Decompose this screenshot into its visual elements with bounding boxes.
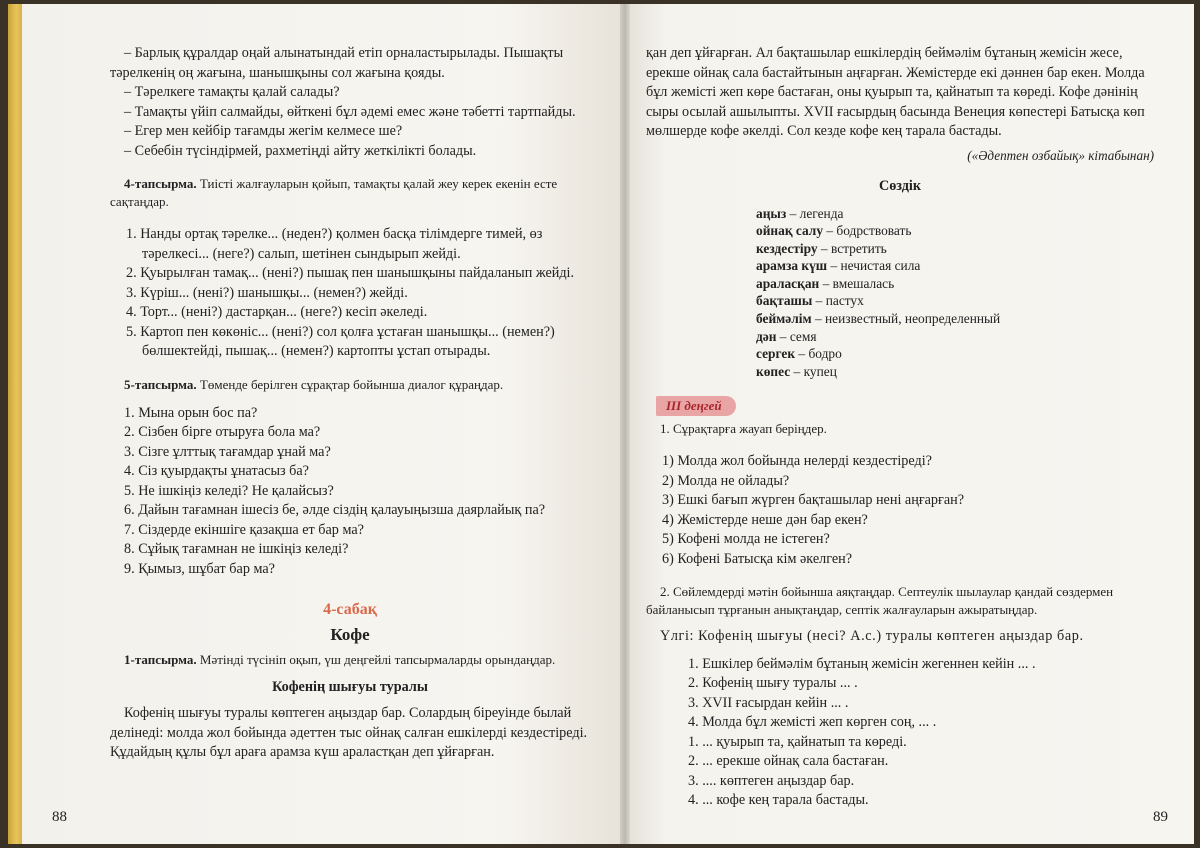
list-item: 8. Сұйық тағамнан не ішкіңіз келеді? bbox=[124, 541, 349, 557]
vocab-row bbox=[756, 240, 1154, 258]
vocab-sep: – bbox=[819, 275, 833, 291]
example-line: Үлгі: Кофенің шығуы (несі? А.с.) туралы көптеген аңыздар бар. bbox=[660, 628, 1084, 645]
vocab-title: Сөздік bbox=[878, 177, 922, 194]
right-page bbox=[620, 4, 1194, 844]
vocab-word: аңыз bbox=[756, 205, 787, 221]
vocab-translation: легенда bbox=[799, 205, 844, 221]
list-item: 1. Нанды ортақ тәрелке... (неден?) қолмен басқа тілімдерге тимей, өз тәрелкесі... (негe?) салып, шетінен сындырып жейді. bbox=[126, 226, 543, 262]
list-item: 9. Қымыз, шұбат бар ма? bbox=[124, 560, 275, 577]
left-page bbox=[22, 4, 620, 844]
vocab-translation: купец bbox=[803, 363, 837, 379]
vocab-translation: встретить bbox=[830, 240, 887, 256]
vocab-row bbox=[756, 275, 1154, 293]
vocab-translation: бодрствовать bbox=[836, 223, 912, 239]
sentence-item: 2. Кофенің шығу туралы ... . bbox=[688, 675, 858, 692]
question-item: 1) Молда жол бойында нелерді кездестіреді? bbox=[662, 453, 932, 470]
vocab-list bbox=[756, 205, 1154, 381]
task1-text: Мәтінді түсініп оқып, үш деңгейлі тапсырмаларды орындаңдар. bbox=[199, 652, 556, 667]
vocab-row bbox=[756, 257, 1154, 275]
source-citation: («Әдептен озбайық» кітабынан) bbox=[967, 147, 1154, 163]
vocab-translation: вмешалась bbox=[832, 275, 895, 291]
question-item: 3) Ешкі бағып жүрген бақташылар нені аңғарған? bbox=[662, 492, 965, 509]
vocab-word: кездестіру bbox=[756, 240, 818, 256]
sentence-item: 3. XVII ғасырдан кейін ... . bbox=[688, 694, 849, 711]
list-item: 4. Сіз қуырдақты ұнатасыз ба? bbox=[124, 463, 309, 479]
vocab-row bbox=[756, 310, 1154, 328]
task4-text: Тиісті жалғауларын қойып, тамақты қалай жеу керек екенін есте сақтаңдар. bbox=[110, 176, 558, 209]
task4-heading bbox=[110, 175, 590, 211]
vocab-sep: – bbox=[817, 240, 831, 256]
text-title: Кофенің шығуы туралы bbox=[272, 679, 428, 695]
question-item: 5) Кофені молда не істеген? bbox=[662, 531, 830, 548]
vocab-translation: нечистая сила bbox=[840, 258, 921, 274]
list-item: 3. Күріш... (нені?) шанышқы... (немен?) жейді. bbox=[126, 284, 408, 301]
sentence-item: 1. ... қуырып та, қайнатып та көреді. bbox=[688, 733, 907, 750]
dialogue-line: – Егер мен кейбір тағамды жегім келмесе ше? bbox=[124, 123, 403, 139]
list-item: 4. Торт... (нені?) дастарқан... (негe?) кесіп әкеледі. bbox=[126, 304, 428, 320]
dialogue-line: – Тамақты үйіп салмайды, өйткені бұл әдемі емес және тәбетті тартпайды. bbox=[124, 103, 576, 120]
vocab-word: бақташы bbox=[756, 293, 813, 309]
vocab-translation: семя bbox=[789, 328, 817, 344]
book-edge bbox=[8, 4, 22, 844]
text-body: Кофенің шығуы туралы көптеген аңыздар бар. Солардың біреуінде былай делінеді: молда жол бойында әдеттен тыс ойнақ салған ешкілерді кездестіреді. Құдайдың құлы бұл араға арамза күш араластқан деп ұйғарған. bbox=[110, 705, 588, 760]
lesson-title: Кофе bbox=[330, 625, 370, 644]
text-continuation: қан деп ұйғарған. Ал бақташылар ешкілердің беймәлім бұтаның жемісін жесе, ерекше ойнақ сала бастайтынын аңғарған. Жемістерде екі дәннен бар екен. Молда бұл жемісті жеп көре бастаған, оны қуырып та, қайнатып та көреді. Кофе дәнінің сыры осылай ашылыпты. XVII ғасырдың басында Венеция көпестері Батысқа көп мөлшерде кофе әкелді. Сол кезде кофе кең тарала бастады. bbox=[646, 45, 1145, 139]
dialogue-line: – Себебін түсіндірмей, рахметіңді айту жеткілікті болады. bbox=[124, 142, 477, 159]
page-number-right: 89 bbox=[1153, 809, 1168, 825]
vocab-sep: – bbox=[790, 363, 804, 379]
question-item: 4) Жемістерде неше дән бар екен? bbox=[662, 511, 868, 528]
sentence-item: 1. Ешкілер беймәлім бұтаның жемісін жегеннен кейін ... . bbox=[688, 655, 1036, 672]
list-item: 5. Картоп пен көкөніс... (нені?) сол қолға ұстаған шанышқы... (немен?) бөлшектейді, пышақ... (немен?) картопты ұстап отырады. bbox=[126, 323, 555, 359]
dialogue-line: – Барлық құралдар оңай алынатындай етіп орналастырылады. Пышақты тәрелкенің оң жағына, шанышқыны сол жағына қояды. bbox=[110, 45, 564, 81]
lesson-number: 4-сабақ bbox=[323, 601, 377, 618]
list-item: 2. Сізбен бірге отыруға бола ма? bbox=[124, 424, 321, 440]
task1-title: 1-тапсырма. bbox=[124, 652, 197, 667]
vocab-translation: бодро bbox=[808, 346, 842, 362]
sentence-item: 3. .... көптеген аңыздар бар. bbox=[688, 772, 855, 789]
vocab-word: араласқан bbox=[756, 275, 820, 291]
vocab-sep: – bbox=[812, 293, 826, 309]
vocab-translation: пастух bbox=[825, 293, 864, 309]
list-item: 2. Қуырылған тамақ... (нені?) пышақ пен шанышқыны пайдаланып жейді. bbox=[126, 265, 575, 281]
vocab-row bbox=[756, 328, 1154, 346]
vocab-word: ойнақ салу bbox=[756, 223, 824, 239]
vocab-word: дән bbox=[756, 328, 777, 344]
vocab-sep: – bbox=[786, 205, 800, 221]
vocab-word: көпес bbox=[756, 363, 791, 379]
task4-title: 4-тапсырма. bbox=[124, 176, 197, 191]
vocab-row bbox=[756, 222, 1154, 240]
vocab-word: арамза күш bbox=[756, 258, 828, 274]
book-spread bbox=[8, 4, 1194, 844]
vocab-row bbox=[756, 292, 1154, 310]
vocab-row bbox=[756, 345, 1154, 363]
question-item: 6) Кофені Батысқа кім әкелген? bbox=[662, 550, 853, 567]
task5-text: Төменде берілген сұрақтар бойынша диалог құраңдар. bbox=[199, 376, 504, 392]
task5-list bbox=[110, 404, 590, 580]
vocab-row bbox=[756, 363, 1154, 381]
sentence-item: 4. Молда бұл жемісті жеп көрген соң, ... . bbox=[688, 714, 937, 731]
task4-list bbox=[110, 225, 590, 362]
book-gutter bbox=[620, 4, 630, 844]
vocab-translation: неизвестный, неопределенный bbox=[825, 311, 1001, 327]
question-item: 2) Молда не ойлады? bbox=[662, 472, 790, 489]
vocab-sep: – bbox=[811, 311, 825, 327]
task1-heading bbox=[110, 651, 590, 669]
vocab-word: сергек bbox=[756, 346, 796, 362]
task5-heading bbox=[110, 376, 590, 394]
vocab-sep: – bbox=[827, 258, 841, 274]
list-item: 3. Сізге ұлттық тағамдар ұнай ма? bbox=[124, 443, 331, 460]
dialogue-line: – Тәрелкеге тамақты қалай салады? bbox=[124, 84, 340, 100]
list-item: 7. Сіздерде екіншіге қазақша ет бар ма? bbox=[124, 521, 364, 538]
sentence-item: 2. ... ерекше ойнақ сала бастаған. bbox=[688, 753, 889, 770]
sentence-task-text: 2. Сөйлемдерді мәтін бойынша аяқтаңдар. Септеулік шылаулар қандай сөздермен байланысып тұрғанын анықтаңдар, септік жалғауларын ажыратыңдар. bbox=[646, 584, 1114, 618]
question-task-title: 1. Сұрақтарға жауап беріңдер. bbox=[660, 421, 827, 437]
task5-title: 5-тапсырма. bbox=[124, 376, 197, 392]
list-item: 1. Мына орын бос па? bbox=[124, 404, 258, 421]
vocab-sep: – bbox=[795, 346, 809, 362]
vocab-sep: – bbox=[776, 328, 790, 344]
vocab-sep: – bbox=[823, 223, 837, 239]
list-item: 6. Дайын тағамнан ішесіз бе, әлде сіздің қалауыңызша даярлайық па? bbox=[124, 502, 546, 518]
sentences-list bbox=[646, 655, 1154, 811]
vocab-word: беймәлім bbox=[756, 311, 812, 327]
sentence-item: 4. ... кофе кең тарала бастады. bbox=[688, 792, 869, 809]
vocab-row bbox=[756, 205, 1154, 223]
page-number-left: 88 bbox=[52, 809, 67, 825]
dialogue bbox=[110, 44, 590, 161]
list-item: 5. Не ішкіңіз келеді? Не қалайсыз? bbox=[124, 482, 334, 499]
level-badge: III деңгей bbox=[656, 396, 736, 416]
questions-list bbox=[646, 452, 1154, 569]
